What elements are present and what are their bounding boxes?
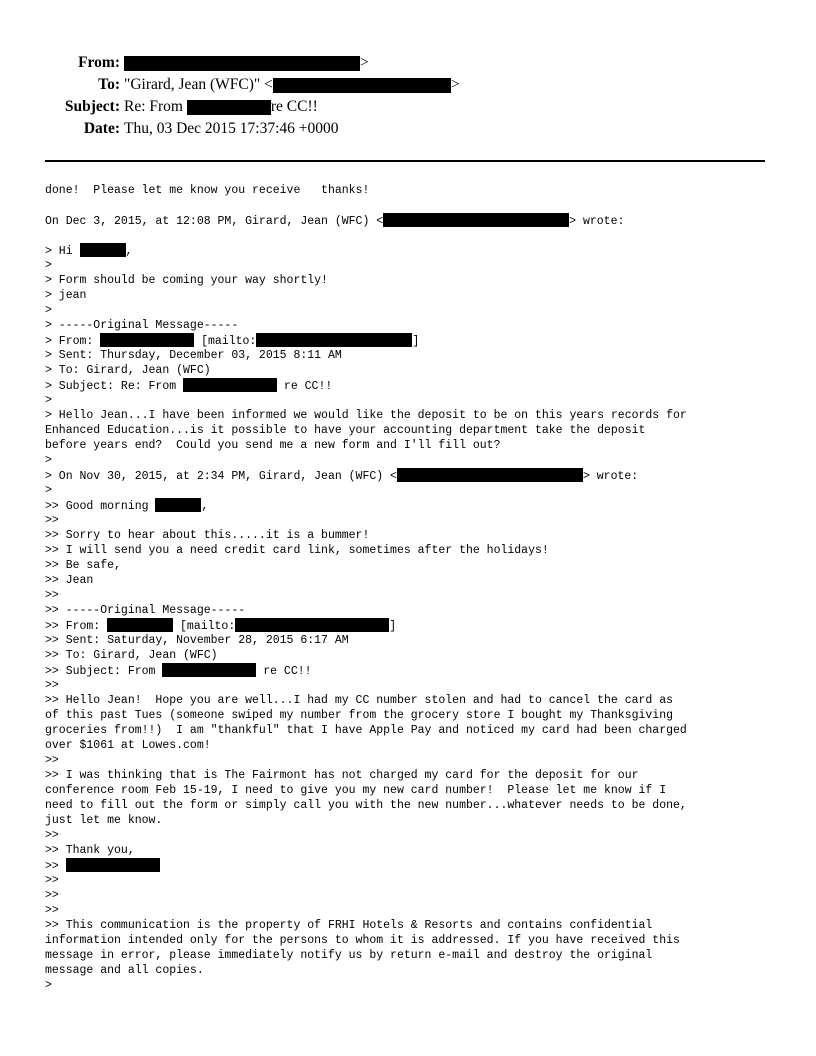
body-line: >> To: Girard, Jean (WFC) (45, 649, 218, 662)
body-line: > Subject: Re: From re CC!! (45, 380, 333, 393)
to-value: "Girard, Jean (WFC)" < > (124, 76, 460, 93)
body-line: > (45, 454, 52, 467)
body-line: over $1061 at Lowes.com! (45, 739, 211, 752)
subject-label: Subject: (64, 98, 120, 115)
redaction-box (273, 78, 451, 93)
body-line: > Hi , (45, 245, 133, 258)
redaction-box (187, 100, 271, 115)
header-subject-row (0, 96, 816, 118)
redaction-box (100, 333, 194, 347)
body-line: before years end? Could you send me a new form and I'll fill out? (45, 439, 501, 452)
body-line: >> Good morning , (45, 500, 209, 513)
body-line: >> Subject: From re CC!! (45, 665, 312, 678)
date-label: Date: (83, 120, 120, 137)
redaction-box (80, 243, 126, 257)
redaction-box (162, 663, 256, 677)
body-line: > On Nov 30, 2015, at 2:34 PM, Girard, Jean (WFC) < > wrote: (45, 470, 639, 483)
body-line: >> Sent: Saturday, November 28, 2015 6:17 AM (45, 634, 349, 647)
body-line: > From: [mailto: ] (45, 335, 420, 348)
redaction-box (183, 378, 277, 392)
redaction-box (383, 213, 569, 227)
redaction-box (256, 333, 412, 347)
body-line: > Hello Jean...I have been informed we would like the deposit to be on this years records for (45, 409, 687, 422)
header-to-row (0, 74, 816, 96)
body-line: of this past Tues (someone swiped my number from the grocery store I bought my Thanksgiving (45, 709, 674, 722)
body-line: Enhanced Education...is it possible to have your accounting department take the deposit (45, 424, 646, 437)
body-line: message and all copies. (45, 964, 204, 977)
body-line: just let me know. (45, 814, 163, 827)
body-line: >> This communication is the property of FRHI Hotels & Resorts and contains confidential (45, 919, 653, 932)
body-line: need to fill out the form or simply call you with the new number...whatever needs to be done, (45, 799, 687, 812)
body-line: >> (45, 829, 59, 842)
body-line: done! Please let me know you receive thanks! (45, 184, 370, 197)
body-line: > (45, 394, 52, 407)
body-line: >> (45, 889, 59, 902)
message-body (45, 183, 785, 993)
body-line: >> Be safe, (45, 559, 121, 572)
body-line: >> (45, 858, 785, 873)
redaction-box (397, 468, 583, 482)
body-line: >> Hello Jean! Hope you are well...I had my CC number stolen and had to cancel the card as (45, 694, 674, 707)
body-line (45, 228, 785, 243)
header-divider (45, 160, 765, 162)
body-line (45, 198, 785, 213)
redaction-box (155, 498, 201, 512)
from-label: From: (78, 54, 120, 71)
body-line: information intended only for the persons to whom it is addressed. If you have received this (45, 934, 680, 947)
body-line: > (45, 259, 52, 272)
body-line: >> (45, 874, 59, 887)
body-line: >> (45, 754, 59, 767)
redaction-box (107, 618, 173, 632)
body-line: >> (45, 904, 59, 917)
body-line: message in error, please immediately notify us by return e-mail and destroy the original (45, 949, 653, 962)
body-line: >> (45, 514, 59, 527)
redaction-box (235, 618, 389, 632)
body-line: >> From: [mailto: ] (45, 620, 397, 633)
body-line: >> I will send you a need credit card link, sometimes after the holidays! (45, 544, 549, 557)
body-line: > To: Girard, Jean (WFC) (45, 364, 211, 377)
redaction-box (124, 56, 360, 71)
body-line: > (45, 304, 52, 317)
body-line: conference room Feb 15-19, I need to give you my new card number! Please let me know if I (45, 784, 667, 797)
body-line: > Form should be coming your way shortly! (45, 274, 328, 287)
subject-value: Re: From re CC!! (124, 98, 318, 115)
body-line: >> I was thinking that is The Fairmont has not charged my card for the deposit for our (45, 769, 639, 782)
body-line: > -----Original Message----- (45, 319, 239, 332)
body-line: groceries from!!) I am "thankful" that I have Apple Pay and noticed my card had been charged (45, 724, 687, 737)
body-line: >> -----Original Message----- (45, 604, 246, 617)
body-line: >> (45, 589, 59, 602)
body-line: > (45, 484, 52, 497)
body-line: On Dec 3, 2015, at 12:08 PM, Girard, Jean (WFC) < > wrote: (45, 215, 625, 228)
body-line: >> Sorry to hear about this.....it is a bummer! (45, 529, 370, 542)
header-date-row (0, 118, 816, 140)
body-line: > (45, 979, 52, 992)
from-value: > (124, 52, 369, 74)
body-line: > Sent: Thursday, December 03, 2015 8:11 AM (45, 349, 342, 362)
redaction-box (66, 858, 160, 872)
date-value: Thu, 03 Dec 2015 17:37:46 +0000 (124, 120, 339, 137)
body-line: > jean (45, 289, 87, 302)
to-label: To: (98, 76, 120, 93)
header-from-row (0, 52, 816, 74)
body-line: >> Jean (45, 574, 94, 587)
body-line: >> Thank you, (45, 844, 135, 857)
body-line: >> (45, 679, 59, 692)
